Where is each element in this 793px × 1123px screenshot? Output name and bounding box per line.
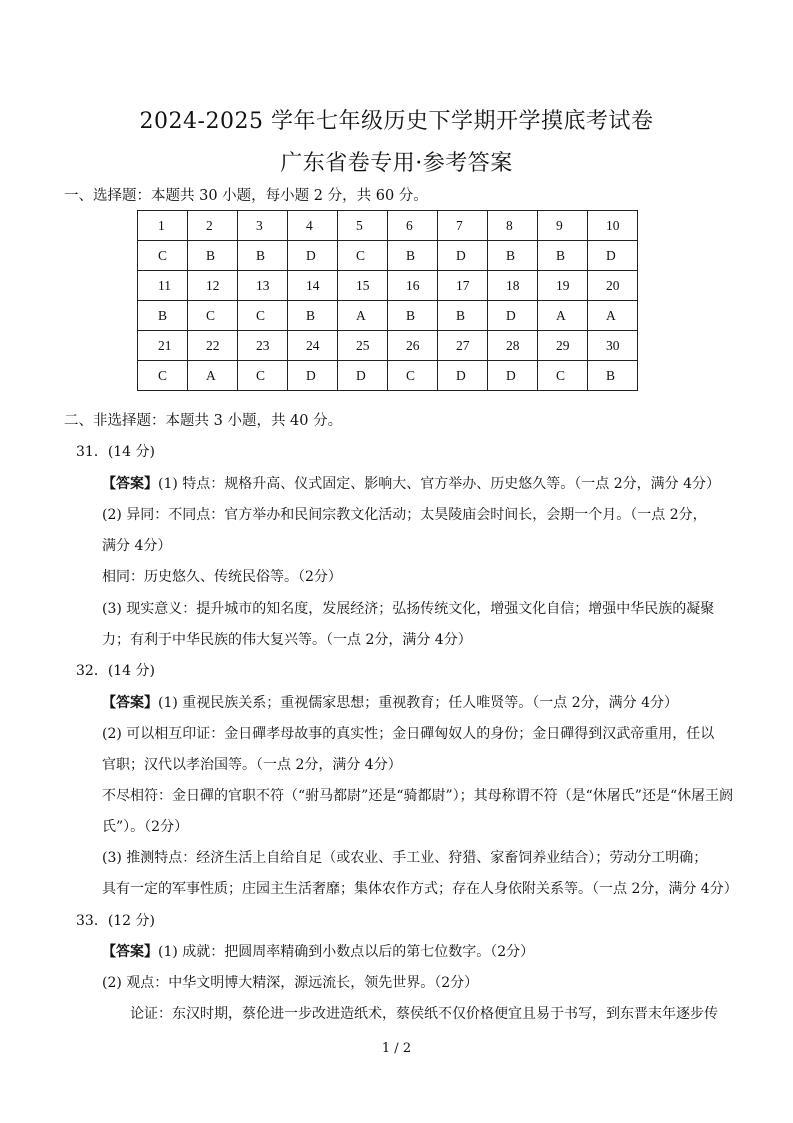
table-row [138, 361, 638, 391]
table-cell: 4 [288, 211, 338, 241]
q32-answer-3-cont: 具有一定的军事性质；庄园主生活奢靡；集体农作方式；存在人身依附关系等。（一点 2分，满分 4分） [102, 881, 738, 897]
table-cell: 16 [388, 271, 438, 301]
table-row [138, 271, 638, 301]
table-cell: A [188, 361, 238, 391]
answer-table [137, 210, 638, 391]
table-cell: 1 [138, 211, 188, 241]
table-cell: B [388, 241, 438, 271]
table-cell: 6 [388, 211, 438, 241]
table-cell: 27 [438, 331, 488, 361]
table-cell: 22 [188, 331, 238, 361]
table-cell: A [588, 301, 638, 331]
table-cell: C [138, 361, 188, 391]
table-cell: C [388, 361, 438, 391]
table-cell: B [588, 361, 638, 391]
table-cell: 23 [238, 331, 288, 361]
table-row [138, 241, 638, 271]
q33-answer-2-argument: 论证：东汉时期，蔡伦进一步改进造纸术，蔡侯纸不仅价格便宜且易于书写，到东晋末年逐步传 [130, 1006, 718, 1022]
q32-answer-1 [102, 692, 678, 712]
table-cell: D [488, 301, 538, 331]
table-cell: 20 [588, 271, 638, 301]
table-cell: 11 [138, 271, 188, 301]
table-cell: D [438, 361, 488, 391]
q32-a1-text: (1) 重视民族关系；重视儒家思想；重视教育；任人唯贤等。（一点 2分，满分 4分） [158, 695, 678, 711]
table-cell: C [338, 241, 388, 271]
table-cell: 24 [288, 331, 338, 361]
table-cell: 19 [538, 271, 588, 301]
table-cell: 5 [338, 211, 388, 241]
q31-answer-2-cont: 满分 4分） [102, 538, 172, 554]
table-cell: B [188, 241, 238, 271]
q33-a1-text: (1) 成就：把圆周率精确到小数点以后的第七位数字。（2分） [158, 944, 535, 960]
table-cell: 8 [488, 211, 538, 241]
q32-answer-3: (3) 推测特点：经济生活上自给自足（或农业、手工业、狩猎、家畜饲养业结合）；劳动分工明确； [102, 850, 708, 866]
answer-tag: 【答案】 [102, 944, 158, 960]
table-cell: 26 [388, 331, 438, 361]
q31-answer-2: (2) 异同：不同点：官方举办和民间宗教文化活动；太昊陵庙会时间长，会期一个月。（一点 2分， [102, 507, 707, 523]
q32-answer-2-cont: 官职；汉代以孝治国等。（一点 2分，满分 4分） [102, 757, 402, 773]
q32-answer-2: (2) 可以相互印证：金日磾孝母故事的真实性；金日磾匈奴人的身份；金日磾得到汉武帝重用，任以 [102, 726, 715, 742]
table-cell: D [338, 361, 388, 391]
section-2-heading: 二、非选择题：本题共 3 小题，共 40 分。 [64, 413, 343, 429]
table-cell: C [538, 361, 588, 391]
table-cell: 14 [288, 271, 338, 301]
table-cell: 13 [238, 271, 288, 301]
table-cell: B [488, 241, 538, 271]
table-cell: B [438, 301, 488, 331]
q31-heading: 31．(14 分) [76, 444, 156, 460]
table-cell: D [438, 241, 488, 271]
table-cell: 15 [338, 271, 388, 301]
table-cell: A [338, 301, 388, 331]
q31-answer-2-same: 相同：历史悠久、传统民俗等。（2分） [102, 569, 342, 585]
page-title: 2024-2025 学年七年级历史下学期开学摸底考试卷 [139, 109, 654, 134]
answer-tag: 【答案】 [102, 695, 158, 711]
q33-answer-1 [102, 941, 534, 961]
q33-heading: 33．(12 分) [76, 913, 156, 929]
q31-answer-3-cont: 力；有利于中华民族的伟大复兴等。（一点 2分，满分 4分） [102, 632, 472, 648]
table-cell: D [488, 361, 538, 391]
table-cell: 21 [138, 331, 188, 361]
table-cell: 10 [588, 211, 638, 241]
q31-answer-3: (3) 现实意义：提升城市的知名度，发展经济；弘扬传统文化，增强文化自信；增强中华民族的凝聚 [102, 601, 715, 617]
table-cell: 28 [488, 331, 538, 361]
table-cell: C [138, 241, 188, 271]
table-cell: C [238, 301, 288, 331]
table-cell: 30 [588, 331, 638, 361]
table-cell: 9 [538, 211, 588, 241]
table-cell: D [288, 241, 338, 271]
answer-tag: 【答案】 [102, 476, 158, 492]
table-cell: A [538, 301, 588, 331]
table-cell: D [288, 361, 338, 391]
table-cell: 17 [438, 271, 488, 301]
table-cell: 25 [338, 331, 388, 361]
q32-answer-2-diff: 不尽相符：金日磾的官职不符（“驸马都尉”还是“骑都尉”）；其母称谓不符（是“休屠氏”还是“休屠王阏 [102, 788, 734, 804]
q32-answer-2-diff-cont: 氏”）。（2分） [102, 819, 189, 835]
q33-answer-2: (2) 观点：中华文明博大精深，源远流长，领先世界。（2分） [102, 975, 479, 991]
table-cell: 29 [538, 331, 588, 361]
table-row [138, 211, 638, 241]
table-cell: 2 [188, 211, 238, 241]
table-cell: C [238, 361, 288, 391]
page-subtitle: 广东省卷专用·参考答案 [280, 151, 513, 176]
q31-a1-text: (1) 特点：规格升高、仪式固定、影响大、官方举办、历史悠久等。（一点 2分，满分 4分） [158, 476, 720, 492]
section-1-heading: 一、选择题：本题共 30 小题，每小题 2 分，共 60 分。 [64, 188, 428, 204]
table-cell: B [138, 301, 188, 331]
table-row [138, 331, 638, 361]
table-row [138, 301, 638, 331]
table-cell: B [238, 241, 288, 271]
q31-answer-1 [102, 473, 720, 493]
table-cell: D [588, 241, 638, 271]
table-cell: 3 [238, 211, 288, 241]
table-cell: 12 [188, 271, 238, 301]
q32-heading: 32．(14 分) [76, 663, 156, 679]
table-cell: B [538, 241, 588, 271]
table-cell: B [388, 301, 438, 331]
table-cell: 18 [488, 271, 538, 301]
table-cell: 7 [438, 211, 488, 241]
table-cell: B [288, 301, 338, 331]
table-cell: C [188, 301, 238, 331]
page-number: 1 / 2 [381, 1041, 412, 1056]
